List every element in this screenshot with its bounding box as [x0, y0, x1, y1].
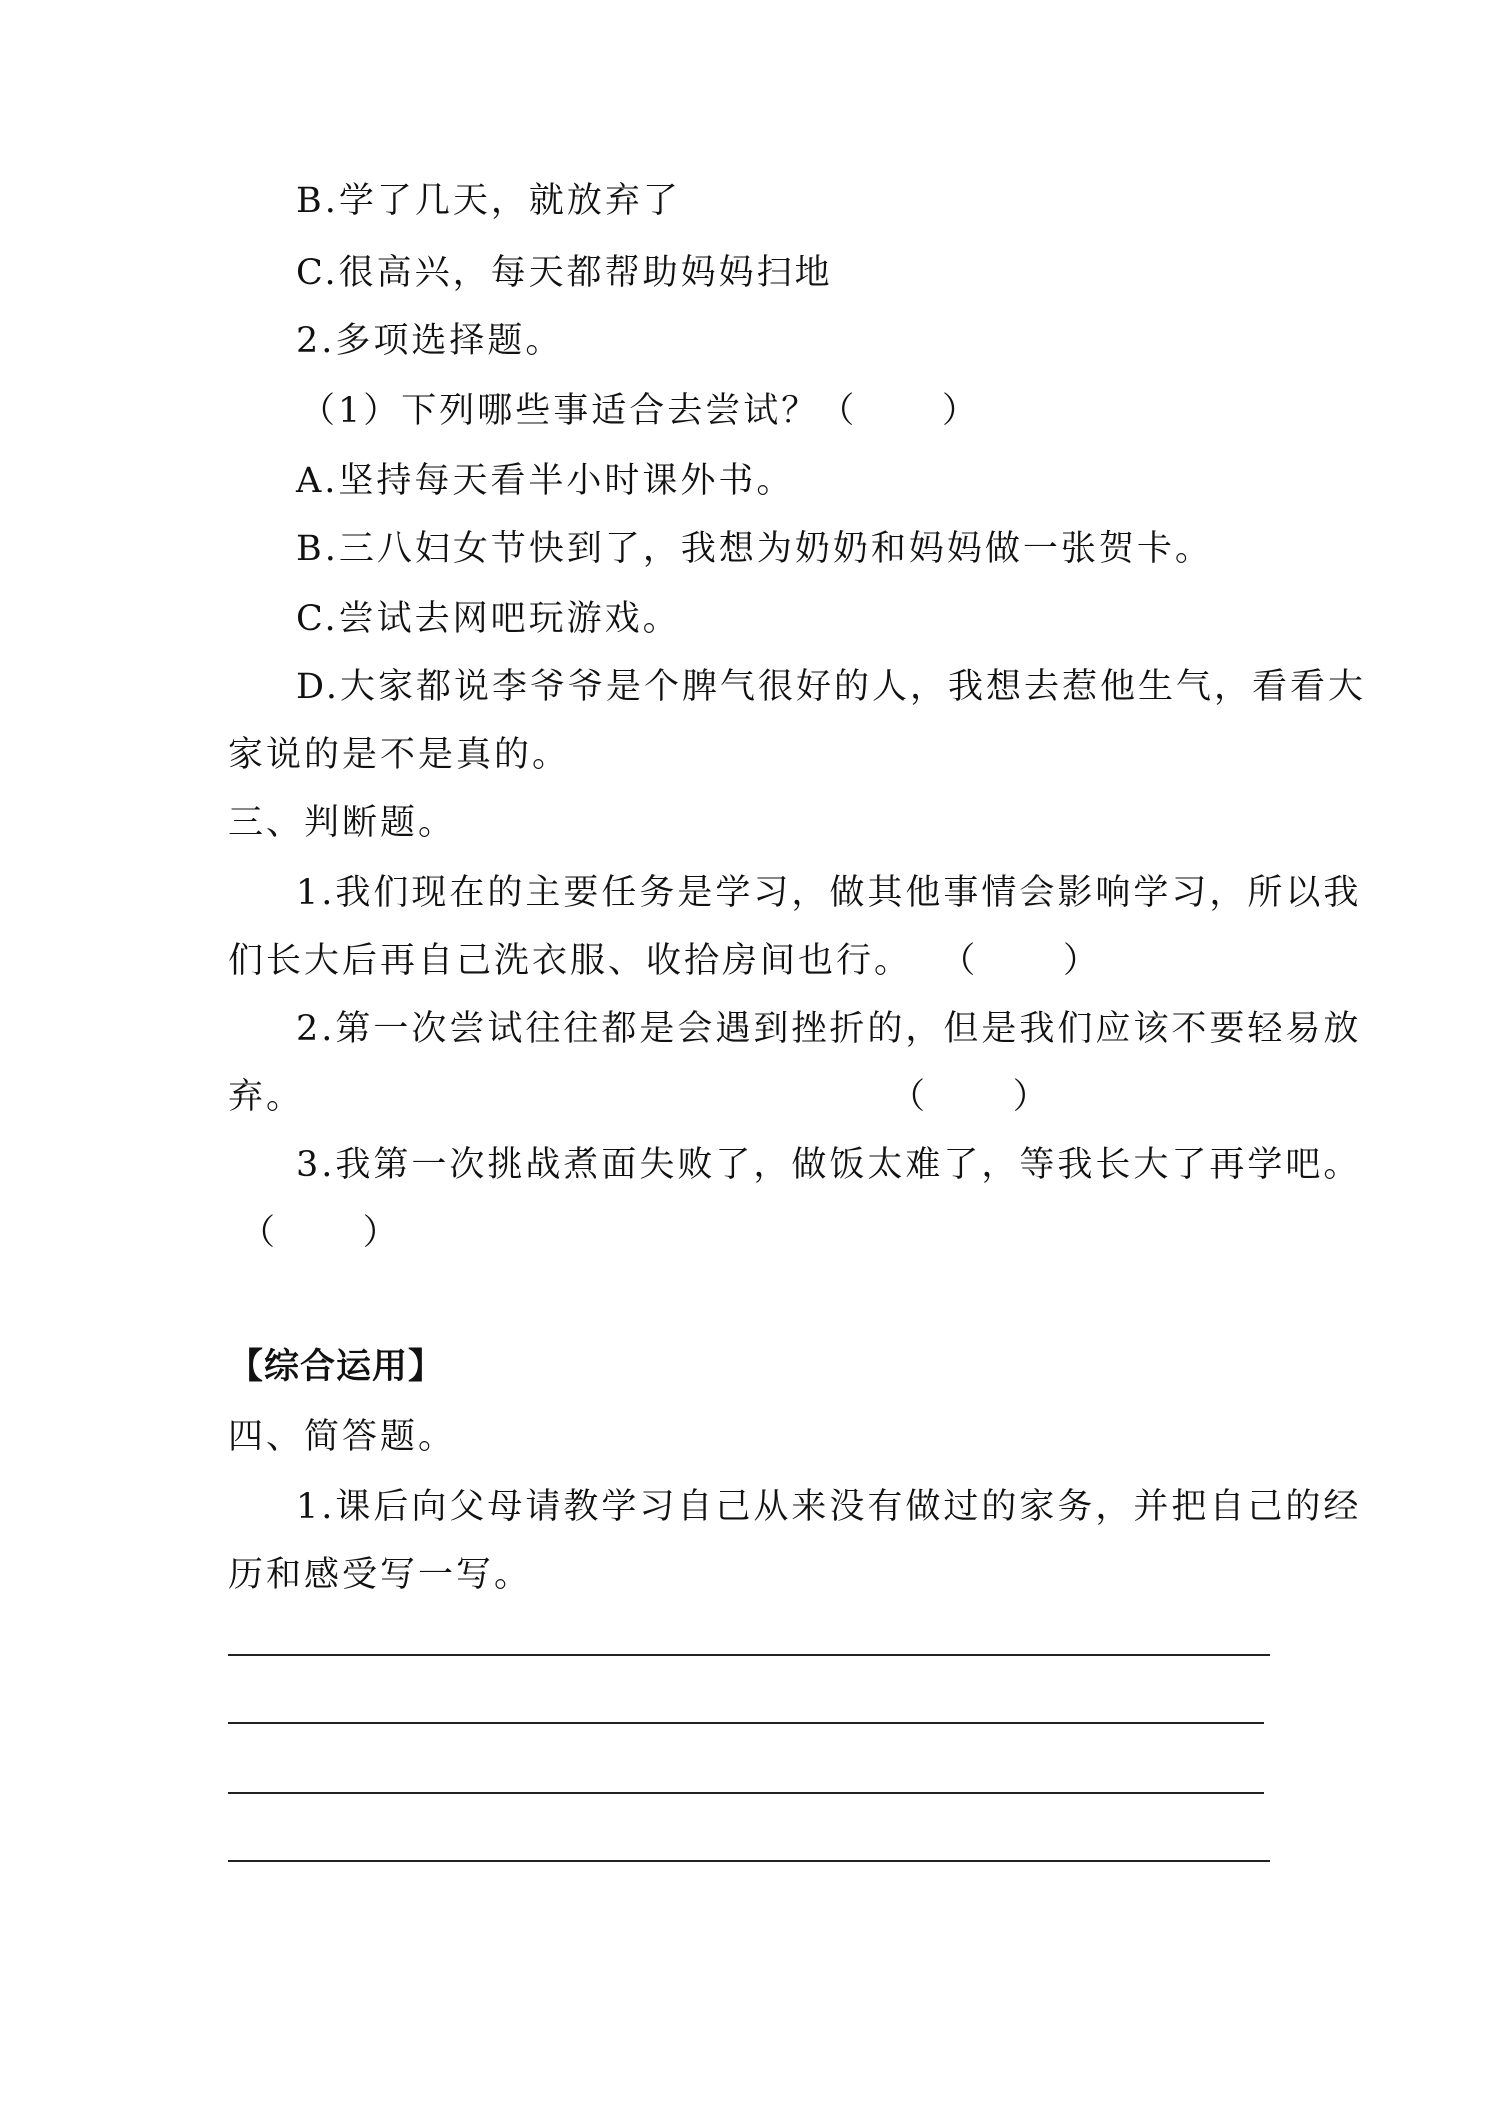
judgement-2-line1: 2.第一次尝试往往都是会遇到挫折的，但是我们应该不要轻易放: [296, 1009, 1362, 1049]
comprehensive-heading: 【综合运用】: [228, 1347, 445, 1387]
short-answer-1-line2: 历和感受写一写。: [228, 1555, 533, 1595]
judgement-3-answer-paren: （ ）: [240, 1213, 401, 1253]
judgement-2-line2: 弃。: [228, 1077, 305, 1117]
question-2-1-option-d-line1: D.大家都说李爷爷是个脾气很好的人，我想去惹他生气，看看大: [296, 667, 1366, 707]
section-3-heading: 三、判断题。: [228, 803, 457, 843]
judgement-2-answer-paren: （ ）: [890, 1077, 1051, 1117]
answer-writing-line[interactable]: [228, 1654, 1270, 1656]
short-answer-1-line1: 1.课后向父母请教学习自己从来没有做过的家务，并把自己的经: [296, 1487, 1362, 1527]
choice-option-b: B.学了几天，就放弃了: [296, 181, 681, 221]
section-4-heading: 四、简答题。: [228, 1417, 457, 1457]
question-2-1-text: （1）下列哪些事适合去尝试？（ ）: [300, 391, 981, 431]
question-2-1-option-d-line2: 家说的是不是真的。: [228, 735, 571, 775]
choice-option-c: C.很高兴，每天都帮助妈妈扫地: [296, 253, 833, 293]
judgement-1-line2: 们长大后再自己洗衣服、收拾房间也行。 （ ）: [228, 941, 1102, 981]
answer-writing-line[interactable]: [228, 1792, 1264, 1794]
judgement-3-line1: 3.我第一次挑战煮面失败了，做饭太难了，等我长大了再学吧。: [296, 1145, 1362, 1185]
question-2-1-option-b: B.三八妇女节快到了，我想为奶奶和妈妈做一张贺卡。: [296, 529, 1213, 569]
question-2-1-option-a: A.坚持每天看半小时课外书。: [296, 461, 795, 501]
question-2-1-option-c: C.尝试去网吧玩游戏。: [296, 599, 681, 639]
question-2-heading: 2.多项选择题。: [296, 321, 564, 361]
answer-writing-line[interactable]: [228, 1722, 1264, 1724]
judgement-1-line1: 1.我们现在的主要任务是学习，做其他事情会影响学习，所以我: [296, 873, 1362, 913]
answer-writing-line[interactable]: [228, 1860, 1270, 1862]
